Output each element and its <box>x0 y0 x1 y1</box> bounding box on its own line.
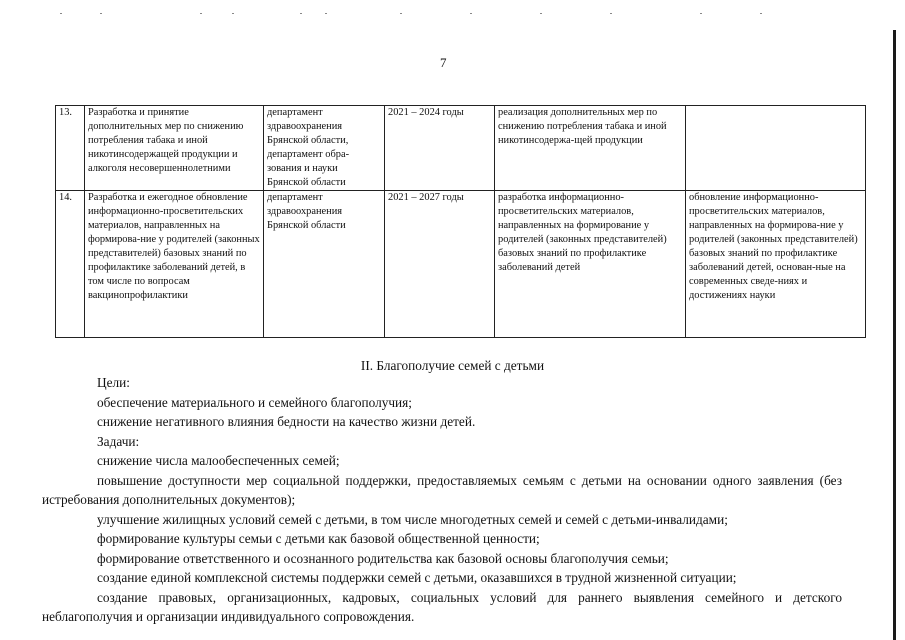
section-body <box>42 373 842 627</box>
effect-cell: обновление информационно-просветительских материалов, направленных на формирова-ние у родителей (законных представителей) базовых знаний по профилактике заболеваний детей, основан-ные на современных сведе-ниях и достижениях науки <box>686 191 866 338</box>
row-number: 13. <box>56 106 85 191</box>
executor-cell: департамент здравоохранения Брянской области <box>264 191 385 338</box>
goal-item: обеспечение материального и семейного благополучия; <box>97 394 412 410</box>
task-item: улучшение жилищных условий семей с детьми, в том числе многодетных семей и семей с детьми-инвалидами; <box>97 511 728 527</box>
goals-label: Цели: <box>97 375 130 390</box>
table-row <box>56 191 866 338</box>
result-cell: разработка информационно-просветительских материалов, направленных на формирование у родителей (законных представителей) базовых знаний по профилактике заболеваний детей <box>495 191 686 338</box>
task-item: создание единой комплексной системы поддержки семей с детьми, оказавшихся в трудной жизненной ситуации; <box>97 570 737 585</box>
task-item: повышение доступности мер социальной поддержки, предоставляемых семьям с детьми на основании одного заявления (без истребования дополнительных документов); <box>42 472 842 507</box>
measure-cell: Разработка и ежегодное обновление информационно-просветительских материалов, направленных на формирова-ние у родителей (законных представителей) базовых знаний по профилактике заболеваний детей, в том числе по вопросам вакцинопрофилактики <box>85 191 264 338</box>
measure-cell: Разработка и принятие дополнительных мер по снижению потребления табака и иной никотинсодержащей продукции и алкоголя несовершеннолетними <box>85 106 264 191</box>
section-title: II. Благополучие семей с детьми <box>360 358 545 373</box>
task-item: формирование культуры семьи с детьми как базовой общественной ценности; <box>97 531 540 546</box>
result-cell: реализация дополнительных мер по снижению потребления табака и иной никотинсодержа-щей продукции <box>495 106 686 191</box>
page-edge-line <box>893 30 896 640</box>
task-item: снижение числа малообеспеченных семей; <box>97 453 340 468</box>
measures-table <box>55 105 866 338</box>
scan-dots <box>0 0 905 16</box>
tasks-label: Задачи: <box>97 433 140 449</box>
effect-cell <box>686 106 866 191</box>
task-item: формирование ответственного и осознанного родительства как базовой основы благополучия семьи; <box>97 550 669 566</box>
table-row <box>56 106 866 191</box>
executor-cell: департамент здравоохранения Брянской области, департамент обра-зования и науки Брянской области <box>264 106 385 191</box>
row-number: 14. <box>56 191 85 338</box>
page-number: 7 <box>440 55 447 70</box>
goal-item: снижение негативного влияния бедности на качество жизни детей. <box>97 414 476 429</box>
task-item: создание правовых, организационных, кадровых, социальных условий для раннего выявления семейного и детского неблагополучия и организации индивидуального сопровождения. <box>42 589 842 624</box>
period-cell: 2021 – 2024 годы <box>385 106 495 191</box>
period-cell: 2021 – 2027 годы <box>385 191 495 338</box>
